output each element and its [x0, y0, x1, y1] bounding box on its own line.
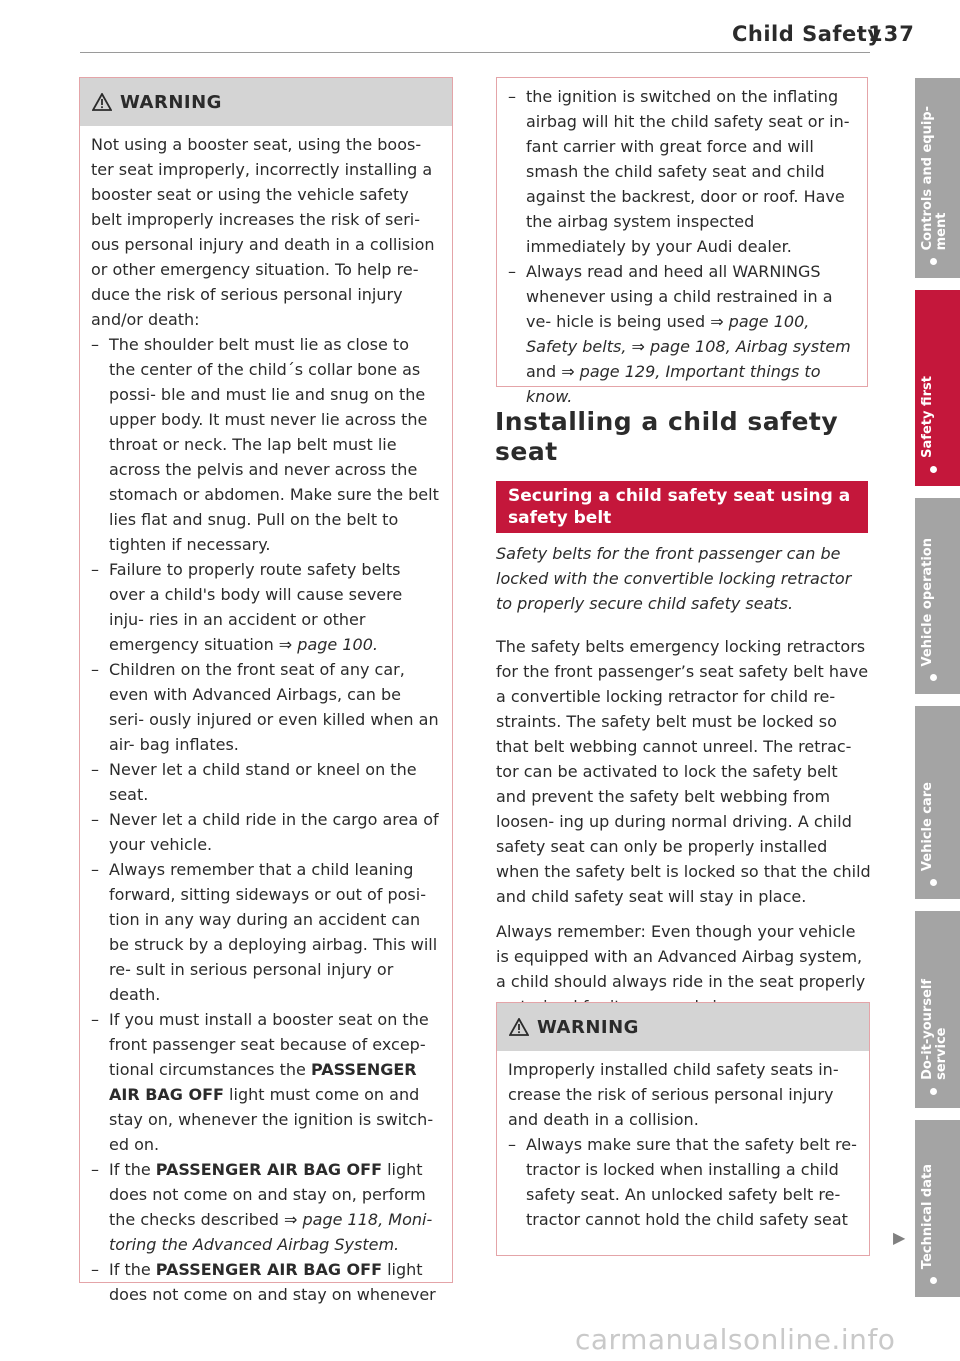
page-number: 137 — [868, 22, 915, 46]
warning-item: – The shoulder belt must lie as close to the center of the child´s collar bone as possi- ble and must lie and snug on the upper body. It must never lie across the throat or neck. The lap belt must lie across the pelvis and never across the stomach or abdomen. Make sure the belt lies flat and snug. Pull on the belt to tighten if necessary. — [91, 332, 440, 557]
warning-item: – Children on the front seat of any car, even with Advanced Airbags, can be seri- ously injured or even killed when an air- bag inflates. — [91, 657, 440, 757]
side-tab-do-it-yourself[interactable]: Do-it-yourself service — [915, 911, 960, 1108]
warning-list — [508, 84, 855, 259]
warning-list — [91, 332, 440, 1307]
warning-body — [497, 1051, 869, 1232]
warning-list — [508, 259, 855, 409]
warning-list — [508, 1132, 857, 1232]
side-tab-controls[interactable]: Controls and equip- ment — [915, 78, 960, 278]
warning-title: WARNING — [537, 1016, 639, 1038]
page-reference[interactable]: ⇒ page 100, Safety belts, — [526, 312, 810, 356]
tab-dot-icon — [930, 258, 937, 265]
warning-triangle-icon — [92, 93, 112, 111]
warning-header — [497, 1003, 869, 1051]
warning-box-continuation — [496, 77, 868, 406]
page-reference[interactable]: ⇒ page 108, Airbag system — [631, 337, 851, 356]
warning-item: – Never let a child ride in the cargo area of your vehicle. — [91, 807, 440, 857]
warning-item: – If the PASSENGER AIR BAG OFF light does not come on and stay on, perform the checks described ⇒ page 118, Moni- toring the Advanced Airbag System. — [91, 1157, 440, 1257]
header-rule — [80, 52, 870, 53]
warning-body — [497, 78, 867, 409]
continue-arrow-icon: ▶ — [893, 1228, 906, 1247]
warning-title: WARNING — [120, 91, 222, 113]
warning-item: – If you must install a booster seat on the front passenger seat because of excep- tional circumstances the PASSENGER AIR BAG OFF light must come on and stay on, whenever the ignition is switch- ed on. — [91, 1007, 440, 1157]
tab-dot-icon — [930, 674, 937, 681]
body-paragraph-2: Always remember: Even though your vehicle is equipped with an Advanced Airbag system, a child should always ride in the seat properly — [496, 922, 866, 991]
warning-header — [80, 78, 452, 126]
warning-body — [80, 126, 452, 1307]
warning-item: – Always read and heed all WARNINGS whenever using a child restrained in a ve- hicle is being used ⇒ page 100, Safety belts, ⇒ page 108, Airbag system and ⇒ page 129, Important things to know. — [508, 259, 855, 409]
warning-box-right — [496, 1002, 870, 1256]
warning-item: – Always remember that a child leaning forward, sitting sideways or out of posi- tion in any way during an accident can be struck by a deploying airbag. This will re- sult in serious personal injury or death. — [91, 857, 440, 1007]
tab-dot-icon — [930, 466, 937, 473]
tab-dot-icon — [930, 1277, 937, 1284]
section-lead: Safety belts for the front passenger can be locked with the convertible locking retractor to properly secure child safety seats. — [496, 544, 852, 613]
side-tab-technical-data[interactable]: Technical data — [915, 1120, 960, 1297]
running-title: Child Safety — [732, 22, 882, 46]
page-reference[interactable]: ⇒ page 129, Important things to know. — [526, 362, 821, 406]
subsection-heading: Securing a child safety seat using a safety belt — [496, 481, 868, 533]
warning-item-continued: – the ignition is switched on the inflating airbag will hit the child safety seat or in- fant carrier with great force and will smash the child safety seat and child against the backrest, door or roof. Have the airbag system inspected immediately by your Audi dealer. — [508, 84, 855, 259]
warning-item: – Never let a child stand or kneel on the seat. — [91, 757, 440, 807]
warning-intro: Not using a booster seat, using the boos- ter seat improperly, incorrectly installing a booster seat or using the vehicle safety belt improperly increases the risk of seri- ous personal injury and death in a collision or other emergency situation. To help re- duce the risk of serious personal injury and/or death: — [91, 135, 435, 329]
watermark: carmanualsonline.info — [575, 1323, 896, 1356]
warning-item: – Failure to properly route safety belts over a child's body will cause severe inju- ries in an accident or other emergency situation ⇒ page 100. — [91, 557, 440, 657]
side-tab-safety[interactable]: Safety first — [915, 290, 960, 486]
page-reference[interactable]: ⇒ page 118, Moni- toring the Advanced Airbag System. — [109, 1210, 433, 1254]
warning-item: – Always make sure that the safety belt re- tractor is locked when installing a child safety seat. An unlocked safety belt re- tractor cannot hold the child safety seat — [508, 1132, 857, 1232]
side-tab-vehicle-care[interactable]: Vehicle care — [915, 706, 960, 899]
tab-dot-icon — [930, 879, 937, 886]
section-heading: Installing a child safety seat — [495, 407, 839, 466]
page-reference[interactable]: ⇒ page 100. — [278, 635, 378, 654]
side-tab-vehicle-operation[interactable]: Vehicle operation — [915, 498, 960, 694]
warning-intro: Improperly installed child safety seats in- crease the risk of serious personal injury and death in a collision. — [508, 1060, 839, 1129]
body-paragraph-1: The safety belts emergency locking retractors for the front passenger’s seat safety belt have a convertible locking retractor for child re- straints. The safety belt must be locked so that belt webbing cannot unreel. The retrac- tor can be activated to lock the safety belt and prevent the safety belt webbing from loosen- ing up during normal driving. A child safety seat can only be properly installed when the safety belt is locked so that the child and child safety seat will stay in place. — [496, 637, 871, 906]
warning-item: – If the PASSENGER AIR BAG OFF light does not come on and stay on whenever — [91, 1257, 440, 1307]
tab-dot-icon — [930, 1088, 937, 1095]
warning-triangle-icon — [509, 1018, 529, 1036]
warning-box-left — [79, 77, 453, 1304]
